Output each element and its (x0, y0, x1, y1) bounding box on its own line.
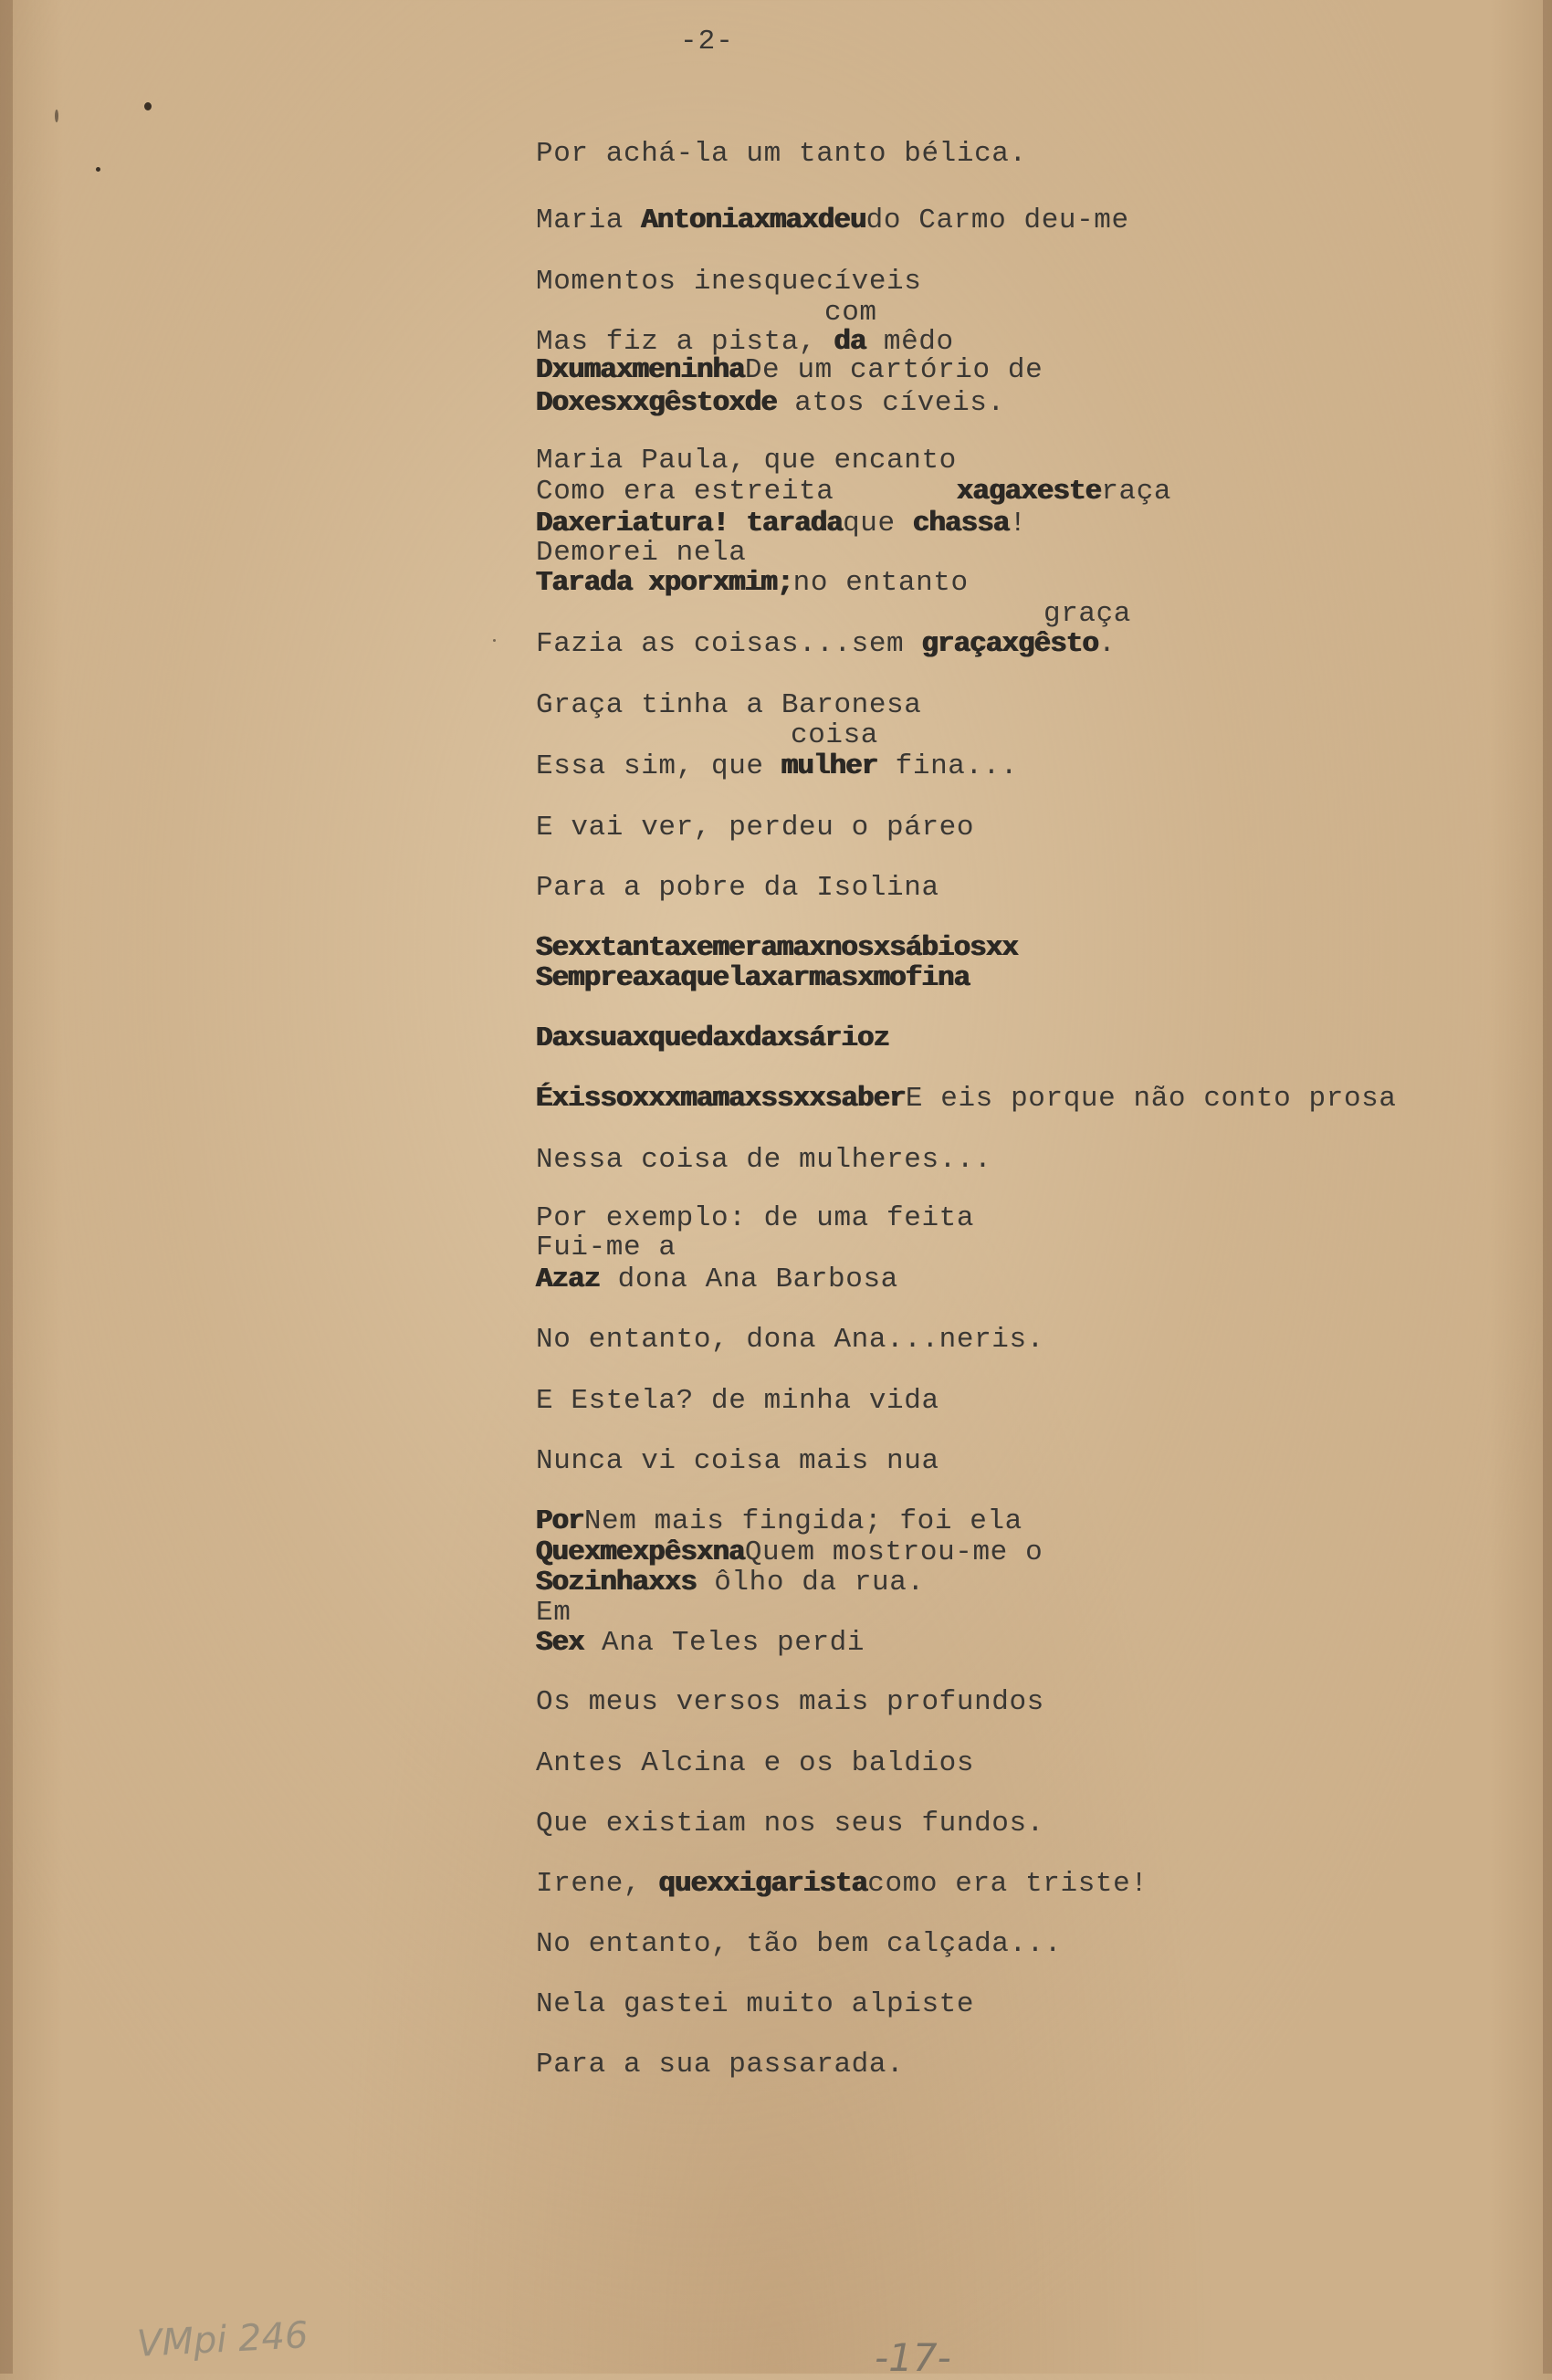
struck-out-text: quexxigarista (658, 1868, 868, 1900)
poem-line: Por exemplo: de uma feita (536, 1202, 975, 1234)
poem-line (536, 1023, 889, 1054)
poem-line: Essa sim, que mulher fina... (536, 750, 1019, 782)
struck-out-text: Quexmexpêsxna (536, 1536, 745, 1568)
poem-line: ÉxissoxxxmamaxssxxsaberE eis porque não conto prosa (536, 1083, 1397, 1115)
interlinear-correction: graça (1043, 598, 1132, 630)
poem-line: Irene, quexxigaristacomo era triste! (536, 1868, 1148, 1900)
poem-line: Nela gastei muito alpiste (536, 1988, 975, 2020)
page-number: -2- (680, 26, 734, 58)
poem-line: Azaz dona Ana Barbosa (536, 1263, 898, 1295)
struck-out-text: Por (536, 1505, 584, 1537)
struck-out-text: tarada (746, 508, 844, 540)
struck-out-text: Daxeriatura! (536, 508, 729, 540)
poem-line: No entanto, dona Ana...neris. (536, 1324, 1044, 1356)
poem-line: Em (536, 1597, 572, 1629)
poem-line: Maria Antoniaxmaxdeudo Carmo deu-me (536, 204, 1129, 236)
poem-line: Por achá-la um tanto bélica. (536, 138, 1027, 170)
poem-line: Que existiam nos seus fundos. (536, 1808, 1044, 1840)
struck-out-text: Tarada xporxmim; (536, 567, 793, 599)
pencil-archive-note: VMpi 246 (135, 2314, 309, 2365)
poem-line: Fazia as coisas...sem graçaxgêsto. (536, 628, 1117, 660)
poem-line: E vai ver, perdeu o páreo (536, 812, 975, 844)
poem-line (536, 933, 1018, 964)
poem-line: Sozinhaxxs ôlho da rua. (536, 1567, 925, 1599)
poem-line: QuexmexpêsxnaQuem mostrou-me o (536, 1536, 1043, 1568)
poem-line: Sex Ana Teles perdi (536, 1627, 865, 1659)
poem-line: PorNem mais fingida; foi ela (536, 1505, 1022, 1537)
poem-line: Tarada xporxmim;no entanto (536, 567, 969, 599)
struck-out-text: Azaz (536, 1263, 601, 1295)
poem-line: No entanto, tão bem calçada... (536, 1928, 1063, 1960)
struck-out-text: Sozinhaxxs (536, 1567, 697, 1599)
poem-line: Fui-me a (536, 1232, 676, 1263)
struck-out-text: chassa (912, 508, 1010, 540)
poem-line: Nessa coisa de mulheres... (536, 1144, 992, 1176)
poem-line: Para a sua passarada. (536, 2049, 905, 2081)
poem-line: Mas fiz a pista, da mêdo (536, 326, 954, 358)
sheet-number: -17- (875, 2335, 951, 2380)
poem-line: Os meus versos mais profundos (536, 1686, 1044, 1718)
poem-line: Para a pobre da Isolina (536, 872, 939, 904)
struck-out-text: Antoniaxmaxdeu (641, 204, 866, 236)
struck-out-text: Dxumaxmeninha (536, 354, 745, 386)
poem-line: E Estela? de minha vida (536, 1385, 939, 1417)
poem-line: Doxesxxgêstoxde atos cíveis. (536, 387, 1005, 419)
poem-line: DxumaxmeninhaDe um cartório de (536, 354, 1043, 386)
struck-out-text: graçaxgêsto (921, 628, 1099, 660)
poem-line: Antes Alcina e os baldios (536, 1747, 975, 1779)
poem-line (536, 963, 970, 994)
struck-out-text: xagaxeste (956, 476, 1102, 508)
struck-out-text: da (834, 326, 866, 358)
poem-line: Graça tinha a Baronesa (536, 689, 922, 721)
struck-out-text: Éxissoxxxmamaxssxxsaber (536, 1083, 906, 1115)
poem-line: Nunca vi coisa mais nua (536, 1445, 939, 1477)
struck-out-text: Sexxtantaxemeramaxnosxsábiosxx (536, 932, 1019, 964)
interlinear-correction: com (824, 297, 877, 329)
poem-line: Momentos inesquecíveis (536, 266, 922, 298)
struck-out-text: mulher (781, 750, 878, 782)
poem-line: Demorei nela (536, 537, 747, 569)
struck-out-text: Sempreaxaquelaxarmasxmofina (536, 962, 970, 994)
poem-line: Como era estreita xagaxesteraça (536, 476, 1172, 508)
struck-out-text: Doxesxxgêstoxde (536, 387, 778, 419)
poem-line: Daxeriatura! taradaque chassa! (536, 508, 1027, 540)
struck-out-text: Sex (536, 1627, 584, 1659)
poem-line: Maria Paula, que encanto (536, 445, 957, 477)
struck-out-text: Daxsuaxquedaxdaxsárioz (536, 1022, 890, 1054)
interlinear-correction: coisa (791, 719, 879, 751)
